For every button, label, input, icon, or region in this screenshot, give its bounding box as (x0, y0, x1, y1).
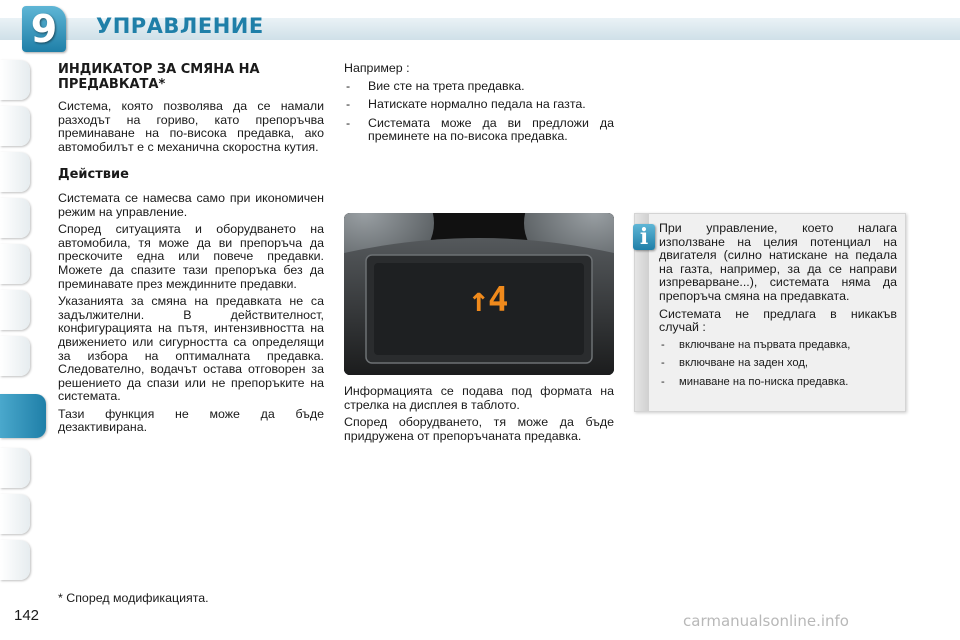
info-box (634, 213, 906, 412)
info-item: - минаване на по-ниска предавка. (661, 375, 849, 388)
page-number: 142 (14, 607, 40, 624)
left-column (58, 62, 324, 439)
footnote: * Според модификацията. (58, 591, 209, 605)
example-label: Например : (344, 61, 410, 75)
section-heading: ИНДИКАТОР ЗА СМЯНА НА ПРЕДАВКАТА* (58, 62, 260, 92)
chapter-title: УПРАВЛЕНИЕ (96, 14, 264, 38)
info-icon: i (633, 224, 655, 250)
middle-column (344, 62, 614, 149)
side-tab-10[interactable] (0, 494, 30, 534)
info-paragraph: Системата не предлага в никакъв случай : (659, 306, 897, 335)
gear-shift-display: ↑4 (468, 280, 508, 320)
side-tab-7[interactable] (0, 336, 30, 376)
example-item-text: Натискате нормално педала на газта. (368, 97, 586, 112)
info-item: - включване на първата предавка, (661, 338, 851, 351)
side-tab-4[interactable] (0, 198, 30, 238)
body-paragraph: Според оборудването, тя може да бъде придружена от препоръчаната предавка. (344, 415, 614, 443)
watermark: carmanualsonline.info (683, 612, 849, 630)
side-tab-6[interactable] (0, 290, 30, 330)
info-item: - включване на заден ход, (661, 357, 808, 370)
side-tab-2[interactable] (0, 106, 30, 146)
side-tab-3[interactable] (0, 152, 30, 192)
body-paragraph: Системата се намесва само при икономичен режим на управление. (58, 190, 324, 219)
intro-paragraph: Система, която позволява да се намали разходът на гориво, като препоръчва преминаване на по-висока предавка, ако автомобилът е с механична скоростна кутия. (58, 99, 324, 154)
chapter-tab (22, 6, 66, 52)
body-paragraph: Тази функция не може да бъде дезактивирана. (58, 406, 324, 435)
example-item: - Системата може да ви предложи да преминете на по-висока предавка. (346, 115, 614, 144)
chapter-number: 9 (30, 7, 58, 51)
side-tab-9[interactable] (0, 448, 30, 488)
info-item-text: включване на първата предавка, (679, 338, 851, 351)
middle-after-text (344, 385, 614, 447)
side-tab-active[interactable] (0, 394, 46, 438)
example-item-text: Системата може да ви предложи да преминете на по-висока предавка. (368, 115, 614, 144)
subsection-heading: Действие (58, 167, 129, 183)
info-text (659, 222, 897, 395)
side-tab-5[interactable] (0, 244, 30, 284)
example-item: - Вие сте на трета предавка. (346, 78, 525, 93)
info-item-text: включване на заден ход, (679, 357, 808, 370)
info-paragraph: При управление, което налага използване на целия потенциал на двигателя (силно натискане на педала на газта, например, за да се направи изпреварване...), системата няма да препоръча смяна на предавката. (659, 221, 897, 303)
example-item: - Натискате нормално педала на газта. (346, 97, 586, 112)
example-item-text: Вие сте на трета предавка. (368, 78, 525, 93)
body-paragraph: Указанията за смяна на предавката не са задължителни. В действителност, конфигурацията на пътя, интензивността на движението или сигурността са определящи за избора на оптималната предавка. Следователно, водачът остава отговорен за решението да спази или не препоръките на системата. (58, 294, 324, 404)
info-item-text: минаване на по-ниска предавка. (679, 375, 849, 388)
side-tab-1[interactable] (0, 60, 30, 100)
body-paragraph: Информацията се подава под формата на стрелка на дисплея в таблото. (344, 384, 614, 412)
body-paragraph: Според ситуацията и оборудването на автомобила, тя може да ви препоръча да прескочите една или повече предавки. Можете да спазите тази препоръка без да преминавате през междинните предавки. (58, 222, 324, 291)
side-tab-11[interactable] (0, 540, 30, 580)
